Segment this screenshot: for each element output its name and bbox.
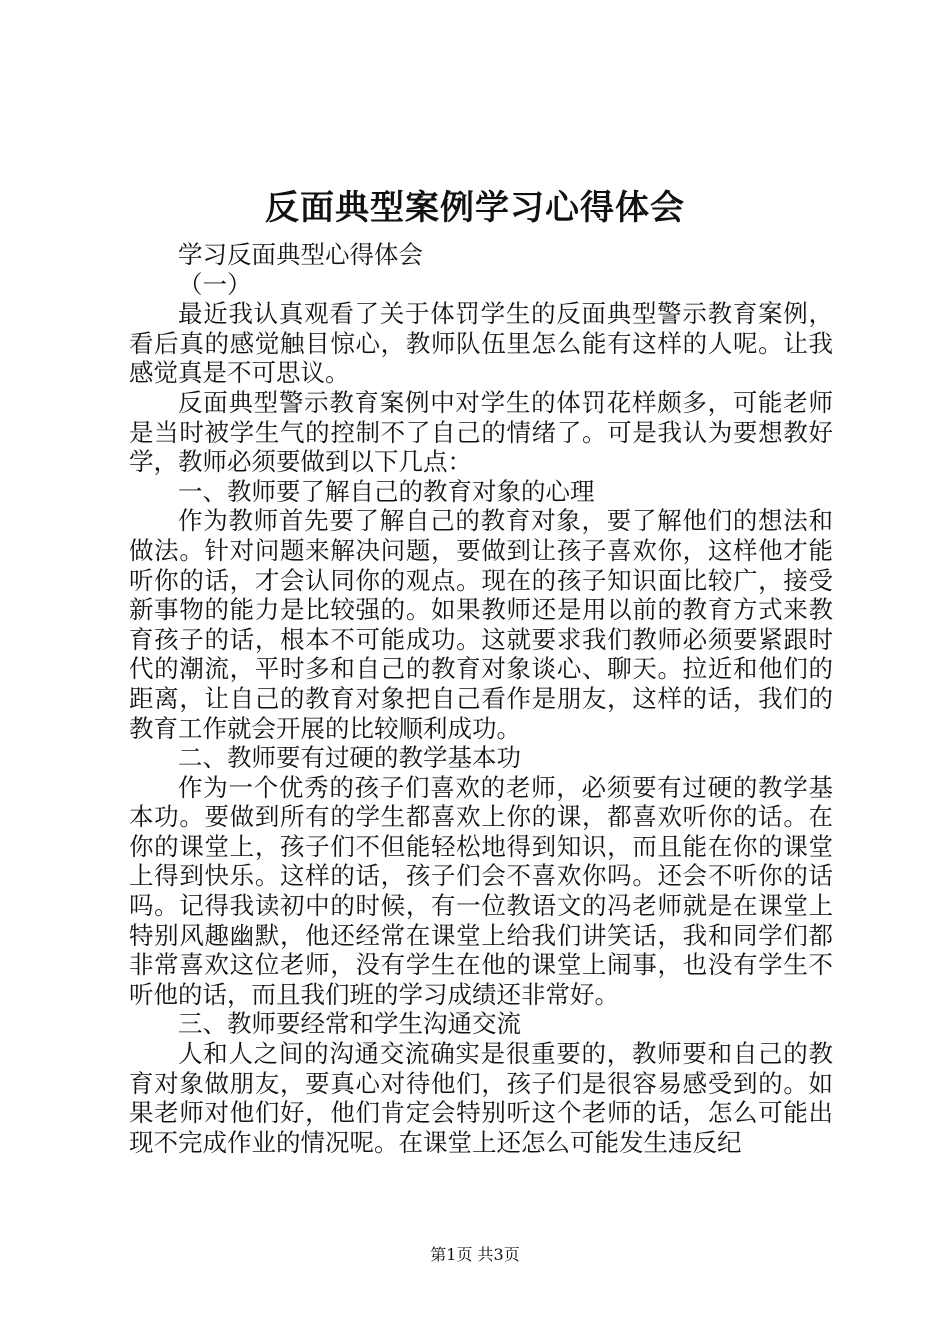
paragraph: 人和人之间的沟通交流确实是很重要的，教师要和自己的教育对象做朋友，要真心对待他们，孩子们是很容易感受到的。如果老师对他们好，他们肯定会特别听这个老师的话，怎么可能出现不完成作业的情况呢。在课堂上还怎么可能发生违反纪	[129, 1039, 833, 1157]
document-body	[129, 240, 833, 1157]
section-heading: 二、教师要有过硬的教学基本功	[178, 743, 521, 773]
section-marker: （一）	[178, 269, 252, 299]
page-number: 第1页 共3页	[430, 1245, 520, 1264]
subtitle: 学习反面典型心得体会	[178, 240, 423, 269]
document-title: 反面典型案例学习心得体会	[265, 188, 685, 228]
section-heading: 三、教师要经常和学生沟通交流	[178, 1009, 521, 1039]
paragraph: 作为教师首先要了解自己的教育对象，要了解他们的想法和做法。针对问题来解决问题，要做到让孩子喜欢你，这样他才能听你的话，才会认同你的观点。现在的孩子知识面比较广，接受新事物的能力是比较强的。如果教师还是用以前的教育方式来教育孩子的话，根本不可能成功。这就要求我们教师必须要紧跟时代的潮流，平时多和自己的教育对象谈心、聊天。拉近和他们的距离，让自己的教育对象把自己看作是朋友，这样的话，我们的教育工作就会开展的比较顺利成功。	[129, 506, 833, 743]
paragraph: 反面典型警示教育案例中对学生的体罚花样颇多，可能老师是当时被学生气的控制不了自己的情绪了。可是我认为要想教好学，教师必须要做到以下几点：	[129, 387, 833, 477]
section-heading: 一、教师要了解自己的教育对象的心理	[178, 476, 595, 506]
paragraph: 作为一个优秀的孩子们喜欢的老师，必须要有过硬的教学基本功。要做到所有的学生都喜欢上你的课，都喜欢听你的话。在你的课堂上，孩子们不但能轻松地得到知识，而且能在你的课堂上得到快乐。这样的话，孩子们会不喜欢你吗。还会不听你的话吗。记得我读初中的时候，有一位教语文的冯老师就是在课堂上特别风趣幽默，他还经常在课堂上给我们讲笑话，我和同学们都非常喜欢这位老师，没有学生在他的课堂上闹事，也没有学生不听他的话，而且我们班的学习成绩还非常好。	[129, 772, 833, 1009]
page-footer	[0, 1244, 950, 1266]
paragraph: 最近我认真观看了关于体罚学生的反面典型警示教育案例，看后真的感觉触目惊心，教师队伍里怎么能有这样的人呢。让我感觉真是不可思议。	[129, 299, 833, 388]
